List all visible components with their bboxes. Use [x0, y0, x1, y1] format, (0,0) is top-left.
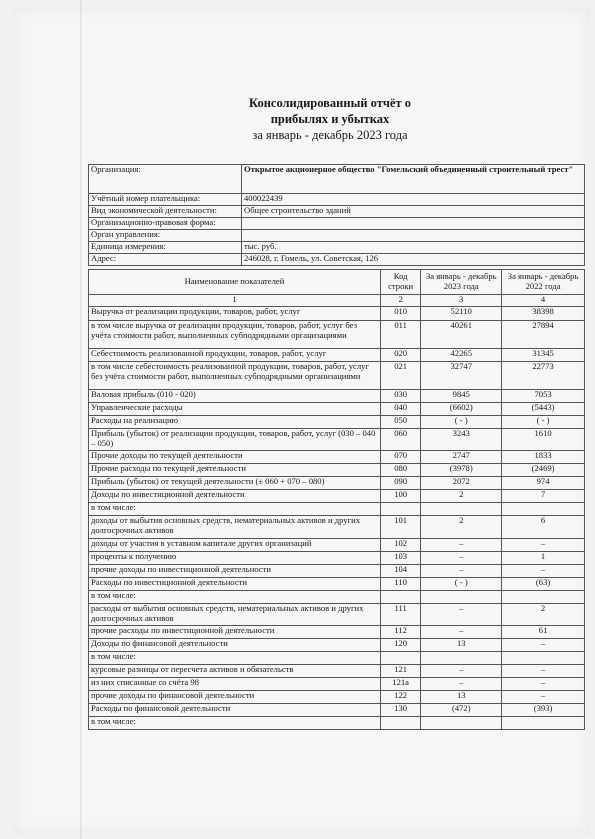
- row-previous-value: –: [502, 539, 585, 552]
- column-index: 3: [421, 295, 502, 307]
- row-code: 121a: [380, 678, 420, 691]
- row-current-value: 52110: [421, 307, 502, 321]
- row-name: в том числе:: [89, 503, 381, 516]
- report-period: за январь - декабрь 2023 года: [252, 128, 408, 142]
- table-row: [89, 464, 585, 477]
- row-current-value: 42265: [421, 349, 502, 362]
- table-row: [89, 578, 585, 591]
- row-name: Прочие расходы по текущей деятельности: [89, 464, 381, 477]
- row-previous-value: (393): [502, 704, 585, 717]
- row-name: прочие доходы по инвестиционной деятельности: [89, 565, 381, 578]
- row-current-value: –: [421, 552, 502, 565]
- row-previous-value: –: [502, 665, 585, 678]
- table-row: [89, 626, 585, 639]
- column-index: 2: [380, 295, 420, 307]
- row-previous-value: (2469): [502, 464, 585, 477]
- row-current-value: –: [421, 678, 502, 691]
- row-previous-value: –: [502, 639, 585, 652]
- row-current-value: (472): [421, 704, 502, 717]
- row-current-value: 32747: [421, 362, 502, 390]
- row-code: [380, 591, 420, 604]
- row-name: в том числе:: [89, 591, 381, 604]
- row-current-value: –: [421, 539, 502, 552]
- table-row: [89, 704, 585, 717]
- row-current-value: 13: [421, 639, 502, 652]
- row-name: прочие расходы по инвестиционной деятельности: [89, 626, 381, 639]
- row-code: 121: [380, 665, 420, 678]
- table-row: [89, 503, 585, 516]
- table-row: [89, 307, 585, 321]
- table-row: [89, 477, 585, 490]
- row-previous-value: 7: [502, 490, 585, 503]
- row-previous-value: 1: [502, 552, 585, 565]
- authority-value: [242, 230, 585, 242]
- row-previous-value: –: [502, 691, 585, 704]
- unp-label: Учётный номер плательщика:: [89, 194, 242, 206]
- row-name: из них списанные со счёта 98: [89, 678, 381, 691]
- row-current-value: 40261: [421, 321, 502, 349]
- row-code: 010: [380, 307, 420, 321]
- unp-value: 400022439: [242, 194, 585, 206]
- row-code: [380, 652, 420, 665]
- row-name: Расходы на реализацию: [89, 416, 381, 429]
- table-row: [89, 691, 585, 704]
- row-previous-value: 61: [502, 626, 585, 639]
- row-name: прочие доходы по финансовой деятельности: [89, 691, 381, 704]
- row-current-value: [421, 717, 502, 730]
- row-previous-value: (63): [502, 578, 585, 591]
- row-name: доходы от участия в уставном капитале других организаций: [89, 539, 381, 552]
- row-code: 021: [380, 362, 420, 390]
- row-name: Доходы по финансовой деятельности: [89, 639, 381, 652]
- column-index: 1: [89, 295, 381, 307]
- row-current-value: 9845: [421, 390, 502, 403]
- row-code: 110: [380, 578, 420, 591]
- row-current-value: (6602): [421, 403, 502, 416]
- row-previous-value: 1833: [502, 451, 585, 464]
- address-label: Адрес:: [89, 254, 242, 266]
- table-row: [89, 429, 585, 451]
- row-previous-value: 6: [502, 516, 585, 539]
- table-row: [89, 390, 585, 403]
- row-current-value: –: [421, 626, 502, 639]
- row-code: 020: [380, 349, 420, 362]
- legal-form-value: [242, 218, 585, 230]
- address-value: 246028, г. Гомель, ул. Советская, 126: [242, 254, 585, 266]
- table-row: [89, 565, 585, 578]
- table-row: [89, 665, 585, 678]
- row-current-value: 2072: [421, 477, 502, 490]
- row-previous-value: 974: [502, 477, 585, 490]
- row-current-value: 13: [421, 691, 502, 704]
- row-previous-value: [502, 717, 585, 730]
- table-row: [89, 516, 585, 539]
- row-previous-value: 31345: [502, 349, 585, 362]
- row-current-value: –: [421, 604, 502, 626]
- row-current-value: ( - ): [421, 416, 502, 429]
- table-row: [89, 362, 585, 390]
- header-code: Код строки: [380, 270, 420, 295]
- row-name: Расходы по финансовой деятельности: [89, 704, 381, 717]
- row-code: 120: [380, 639, 420, 652]
- row-code: 080: [380, 464, 420, 477]
- report-title-line1: Консолидированный отчёт о: [249, 96, 411, 110]
- report-title-line2: прибылях и убытках: [270, 112, 390, 126]
- unit-value: тыс. руб.: [242, 242, 585, 254]
- row-previous-value: [502, 652, 585, 665]
- row-current-value: 2: [421, 490, 502, 503]
- row-name: Валовая прибыль (010 - 020): [89, 390, 381, 403]
- header-current-period: За январь - декабрь 2023 года: [421, 270, 502, 295]
- profit-loss-table: [88, 269, 585, 730]
- row-name: Расходы по инвестиционной деятельности: [89, 578, 381, 591]
- row-previous-value: –: [502, 565, 585, 578]
- row-current-value: 3243: [421, 429, 502, 451]
- row-code: 050: [380, 416, 420, 429]
- table-row: [89, 451, 585, 464]
- legal-form-label: Организационно-правовая форма:: [89, 218, 242, 230]
- table-row: [89, 539, 585, 552]
- row-name: расходы от выбытия основных средств, нематериальных активов и других долгосрочных активов: [89, 604, 381, 626]
- row-name: в том числе:: [89, 652, 381, 665]
- row-current-value: [421, 503, 502, 516]
- row-name: курсовые разницы от пересчета активов и обязательств: [89, 665, 381, 678]
- row-previous-value: –: [502, 678, 585, 691]
- row-current-value: [421, 591, 502, 604]
- row-previous-value: [502, 503, 585, 516]
- row-current-value: 2: [421, 516, 502, 539]
- row-previous-value: 22773: [502, 362, 585, 390]
- organization-info-table: [88, 164, 585, 266]
- row-name: Прочие доходы по текущей деятельности: [89, 451, 381, 464]
- row-code: 103: [380, 552, 420, 565]
- row-previous-value: (5443): [502, 403, 585, 416]
- org-value: Открытое акционерное общество "Гомельский объединенный строительный трест": [242, 165, 585, 194]
- table-row: [89, 349, 585, 362]
- row-previous-value: 7053: [502, 390, 585, 403]
- row-code: 090: [380, 477, 420, 490]
- row-current-value: [421, 652, 502, 665]
- row-name: в том числе себестоимость реализованной продукции, товаров, работ, услуг без учёта стоимости работ, выполненных субподрядными организациями: [89, 362, 381, 390]
- table-row: [89, 552, 585, 565]
- row-code: 100: [380, 490, 420, 503]
- table-row: [89, 652, 585, 665]
- table-row: [89, 490, 585, 503]
- row-previous-value: 27894: [502, 321, 585, 349]
- header-previous-period: За январь - декабрь 2022 года: [502, 270, 585, 295]
- row-name: Выручка от реализации продукции, товаров, работ, услуг: [89, 307, 381, 321]
- row-name: Себестоимость реализованной продукции, товаров, работ, услуг: [89, 349, 381, 362]
- authority-label: Орган управления:: [89, 230, 242, 242]
- row-current-value: 2747: [421, 451, 502, 464]
- row-current-value: ( - ): [421, 578, 502, 591]
- header-name: Наименование показателей: [89, 270, 381, 295]
- row-code: 040: [380, 403, 420, 416]
- row-code: 104: [380, 565, 420, 578]
- table-row: [89, 416, 585, 429]
- activity-value: Общее строительство зданий: [242, 206, 585, 218]
- row-current-value: –: [421, 665, 502, 678]
- row-name: проценты к получению: [89, 552, 381, 565]
- table-row: [89, 717, 585, 730]
- row-code: 130: [380, 704, 420, 717]
- row-name: Доходы по инвестиционной деятельности: [89, 490, 381, 503]
- row-code: 011: [380, 321, 420, 349]
- row-code: 102: [380, 539, 420, 552]
- row-current-value: (3978): [421, 464, 502, 477]
- row-name: в том числе выручка от реализации продукции, товаров, работ, услуг без учёта стоимости работ, выполненных субподрядными организациями: [89, 321, 381, 349]
- row-code: 101: [380, 516, 420, 539]
- row-previous-value: 2: [502, 604, 585, 626]
- row-previous-value: ( - ): [502, 416, 585, 429]
- unit-label: Единица измерения:: [89, 242, 242, 254]
- row-code: 122: [380, 691, 420, 704]
- table-row: [89, 639, 585, 652]
- row-previous-value: [502, 591, 585, 604]
- table-row: [89, 403, 585, 416]
- column-index: 4: [502, 295, 585, 307]
- table-row: [89, 321, 585, 349]
- row-code: 112: [380, 626, 420, 639]
- row-previous-value: 38398: [502, 307, 585, 321]
- page-fold-shadow: [80, 0, 82, 839]
- row-code: 030: [380, 390, 420, 403]
- row-name: в том числе:: [89, 717, 381, 730]
- row-name: Управленческие расходы: [89, 403, 381, 416]
- row-name: Прибыль (убыток) от реализации продукции, товаров, работ, услуг (030 – 040 – 050): [89, 429, 381, 451]
- row-previous-value: 1610: [502, 429, 585, 451]
- table-body: [89, 307, 585, 730]
- row-name: Прибыль (убыток) от текущей деятельности (± 060 + 070 – 080): [89, 477, 381, 490]
- org-label: Организация:: [89, 165, 242, 194]
- row-code: 060: [380, 429, 420, 451]
- row-code: [380, 717, 420, 730]
- table-row: [89, 678, 585, 691]
- activity-label: Вид экономической деятельности:: [89, 206, 242, 218]
- row-code: 111: [380, 604, 420, 626]
- row-current-value: –: [421, 565, 502, 578]
- row-name: доходы от выбытия основных средств, нематериальных активов и других долгосрочных активов: [89, 516, 381, 539]
- table-row: [89, 604, 585, 626]
- row-code: 070: [380, 451, 420, 464]
- row-code: [380, 503, 420, 516]
- table-row: [89, 591, 585, 604]
